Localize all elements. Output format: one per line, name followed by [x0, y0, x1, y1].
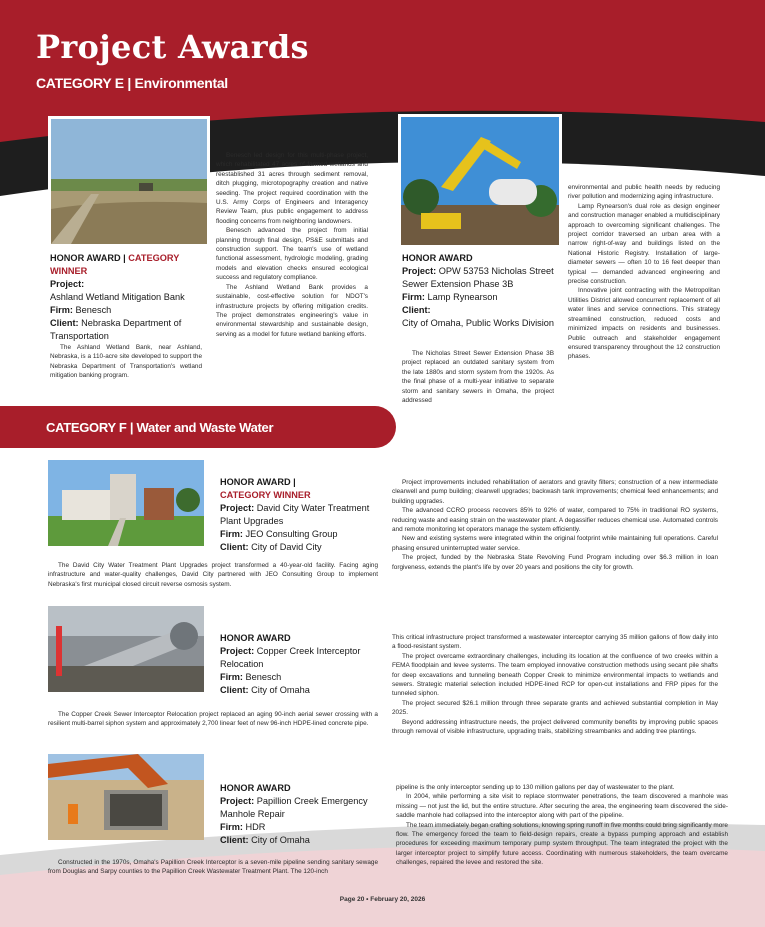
project-label: Project: [220, 646, 255, 656]
paragraph: Beyond addressing infrastructure needs, the project delivered community benefits by improving public spaces through removal of visible infrastructure, upgrading trails, stabilizing streambanks and adding tree plantings. [392, 718, 718, 736]
paragraph: In 2004, while performing a site visit to replace stormwater penetrations, the team discovered a manhole was missing — not just the lid, but the entire structure. After securing the area, the engineering team discovered the side-saddle manhole had collapsed into the interceptor along with part of the pipeline. [396, 793, 728, 820]
client-label: Client: [220, 542, 249, 552]
copper-creek-intro [48, 710, 378, 729]
category-winner: CATEGORY WINNER [50, 253, 180, 276]
page-footer: Page 20 • February 20, 2026 [339, 896, 426, 903]
david-city-body [392, 478, 718, 572]
client-label: Client: [220, 835, 249, 845]
award-label: HONOR AWARD [220, 783, 291, 793]
award-label: HONOR AWARD | [50, 253, 126, 263]
paragraph: The Nicholas Street Sewer Extension Phase 3B project replaced an outdated sanitary system from the late 1880s and storm system from the 1920s. As the final phase of a multi-year initiative to separate storm and sanitary sewers in Omaha, the project addressed [402, 350, 554, 405]
project-name: Papillion Creek Emergency Manhole Repair [220, 796, 368, 819]
paragraph: The team immediately began crafting solutions, knowing spring runoff in five months could bring significantly more flow. The emergency forced the team to field-design repairs, create a bypass pumping approach and establish procedures for exceeding maximum temporary pump system throughput. The team integrated the project with the larger interceptor project to simplify future access. Coordinating with numerous stakeholders, the team overcame challenges, repaired the levee and restored the site. [396, 821, 728, 867]
papillion-body [396, 783, 728, 868]
david-city-intro [48, 561, 378, 589]
project-name: Ashland Wetland Mitigation Bank [50, 292, 185, 302]
papillion-intro [48, 858, 378, 877]
project-label: Project: [220, 796, 255, 806]
copper-creek-photo [48, 606, 204, 692]
client-label: Client: [50, 318, 79, 328]
paragraph: Lamp Rynearson's dual role as design engineer and construction manager enabled a multidisciplinary approach to overcoming significant challenges. The project corridor traversed an urban area with a narrow right-of-way and buildings listed on the National Historic Registry. Installation of large-diameter sewers — often 10 to 16 feet deeper than typical — demanded advanced engineering and precise construction. [568, 202, 720, 286]
opw-award [402, 252, 562, 330]
award-label: HONOR AWARD | [220, 477, 296, 487]
paragraph: Innovative joint contracting with the Metropolitan Utilities District allowed concurrent replacement of all water lines and service connections. This strategy streamlined construction, reduced costs and minimized impacts on residents and businesses. Public outreach and stakeholder engagement ensured transparency throughout the 12 construction phases. [568, 287, 720, 361]
project-name: Copper Creek Interceptor Relocation [220, 646, 361, 669]
project-label: Project: [402, 266, 437, 276]
paragraph: The Ashland Wetland Bank, near Ashland, Nebraska, is a 110-acre site developed to support the Nebraska Department of Transportation's wetland mitigation banking program. [50, 344, 202, 380]
paragraph: environmental and public health needs by reducing river pollution and modernizing aging infrastructure. [568, 184, 720, 201]
papillion-photo [48, 754, 204, 840]
project-name: David City Water Treatment Plant Upgrades [220, 503, 370, 526]
david-city-award [220, 476, 380, 554]
copper-creek-body [392, 633, 718, 736]
category-f-heading: CATEGORY F | Water and Waste Water [46, 420, 274, 435]
ashland-award [50, 252, 210, 343]
category-winner: CATEGORY WINNER [220, 490, 311, 500]
opw-photo [398, 114, 562, 248]
firm-label: Firm: [220, 529, 243, 539]
ashland-intro [50, 343, 202, 381]
paragraph: The Copper Creek Sewer Interceptor Relocation project replaced an aging 90-inch aerial sewer crossing with a resilient multi-barrel siphon system and approximately 2,700 linear feet of new 96-inch HDPE-lined concrete pipe. [48, 711, 378, 728]
award-label: HONOR AWARD [402, 253, 473, 263]
paragraph: Benesch advanced the project from initial planning through final design, PS&E submittals and construction support. The team's use of wetland functional assessment, hydrologic modeling, grading models and elevation checks ensured ecological success and regulatory compliance. [216, 227, 368, 282]
client-name: City of Omaha [251, 835, 310, 845]
paragraph: New and existing systems were integrated within the original footprint while maintaining full operations. Careful phasing ensured uninterrupted water service. [392, 535, 718, 552]
paragraph: Project improvements included rehabilitation of aerators and gravity filters; construction of a new intermediate clearwell and pump building; clearwell upgrades; backwash tank improvements; chemical feed enhancements; and building upgrades. [392, 479, 718, 505]
david-city-photo [48, 460, 204, 546]
paragraph: pipeline is the only interceptor sending up to 130 million gallons per day of wastewater to the plant. [396, 784, 675, 791]
paragraph: The Ashland Wetland Bank provides a sustainable, cost-effective solution for NDOT's infrastructure projects by offering mitigation credits. The project demonstrates engineering's value in environmental stewardship and sustainable design, serving as a model for future wetland banking efforts. [216, 283, 368, 338]
client-name: City of David City [251, 542, 322, 552]
client-label: Client: [402, 305, 431, 315]
firm-name: JEO Consulting Group [245, 529, 338, 539]
project-label: Project: [220, 503, 255, 513]
client-name: City of Omaha, Public Works Division [402, 318, 554, 328]
firm-name: Benesch [75, 305, 112, 315]
firm-name: Lamp Rynearson [427, 292, 498, 302]
client-name: City of Omaha [251, 685, 310, 695]
firm-label: Firm: [50, 305, 73, 315]
paragraph: Benesch led design for this multi-phase project, which rehabilitated 47 acres of farmed wetlands and reestablished 31 acres through sediment removal, ditch plugging, microtopography creation and native seeding. The project required coordination with the U.S. Army Corps of Engineers and Interagency Review Team, plus public engagement to address flooding concerns from neighboring landowners. [216, 152, 368, 225]
project-name: OPW 53753 Nicholas Street Sewer Extension Phase 3B [402, 266, 554, 289]
paragraph: Constructed in the 1970s, Omaha's Papillion Creek Interceptor is a seven-mile pipeline sending sanitary sewage from Douglas and Sarpy counties to the Papillion Creek Wastewater Treatment Plant. The 120-inch [48, 859, 378, 876]
ashland-body [216, 151, 368, 339]
paragraph: The advanced CCRO process recovers 85% to 92% of water, compared to 75% in traditional RO systems, reducing waste and easing strain on the wastewater plant. A degassifier reduces chemical use. Automated controls and remote monitoring let operators manage the system efficiently. [392, 507, 718, 534]
firm-name: Benesch [245, 672, 282, 682]
client-label: Client: [220, 685, 249, 695]
paragraph: The David City Water Treatment Plant Upgrades project transformed a 40-year-old facility. Facing aging infrastructure and water-quality challenges, David City partnered with JEO Consulting Group to implement Nebraska's first municipal closed circuit reverse osmosis system. [48, 562, 378, 588]
ashland-photo [48, 116, 210, 247]
firm-label: Firm: [402, 292, 425, 302]
firm-label: Firm: [220, 822, 243, 832]
award-label: HONOR AWARD [220, 633, 291, 643]
firm-name: HDR [245, 822, 266, 832]
papillion-award [220, 782, 380, 847]
opw-intro [402, 349, 554, 405]
paragraph: The project overcame extraordinary challenges, including its location at the confluence of two creeks within a FEMA floodplain and levee systems. The team employed innovative construction methods using secant pile shafts for deep excavations and tunneling beneath Copper Creek to minimize environmental impacts to wetlands and sewers. Strategic material selection included HDPE-lined RCP for open-cut installations and FRP pipes for the tunneled siphon. [392, 652, 718, 698]
project-label: Project: [50, 279, 85, 289]
paragraph: This critical infrastructure project transformed a wastewater interceptor carrying 35 million gallons of flow daily into a flood-resistant system. [392, 634, 718, 651]
paragraph: The project secured $26.1 million through three separate grants and achieved substantial completion in May 2025. [392, 699, 718, 717]
client-name: Nebraska Department of Transportation [50, 318, 182, 341]
firm-label: Firm: [220, 672, 243, 682]
category-e-heading: CATEGORY E | Environmental [36, 75, 228, 91]
copper-creek-award [220, 632, 380, 697]
page-title: Project Awards [36, 28, 309, 66]
paragraph: The project, funded by the Nebraska State Revolving Fund Program including over $6.3 million in loan forgiveness, extends the plant's life by over 20 years and positions the city for growth. [392, 554, 718, 571]
opw-body [568, 183, 720, 362]
